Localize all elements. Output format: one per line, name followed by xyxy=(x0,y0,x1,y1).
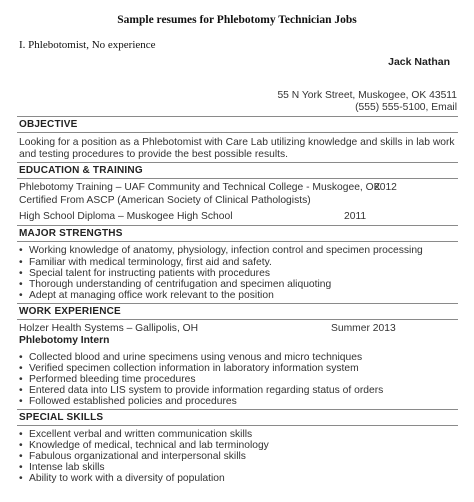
list-item: • Entered data into LIS system to provide information regarding status of orders xyxy=(19,385,384,396)
section-heading-experience: WORK EXPERIENCE xyxy=(19,306,121,317)
list-item: • Knowledge of medical, technical and lab terminology xyxy=(19,440,269,451)
section-heading-skills: SPECIAL SKILLS xyxy=(19,412,104,423)
section-heading-objective: OBJECTIVE xyxy=(19,119,78,130)
section-divider xyxy=(17,241,458,242)
list-item: • Adept at managing office work relevant to the position xyxy=(19,290,274,301)
employer: Holzer Health Systems – Gallipolis, OH xyxy=(19,323,199,334)
job-role: Phlebotomy Intern xyxy=(19,335,110,346)
education-entry: High School Diploma – Muskogee High School xyxy=(19,211,233,222)
document-subtitle: I. Phlebotomist, No experience xyxy=(19,39,156,51)
list-item: • Special talent for instructing patients with procedures xyxy=(19,268,270,279)
list-item: • Working knowledge of anatomy, physiology, infection control and specimen processing xyxy=(19,245,423,256)
section-divider xyxy=(17,319,458,320)
section-divider xyxy=(17,425,458,426)
section-divider xyxy=(17,162,458,163)
applicant-contact: (555) 555-5100, Email xyxy=(355,102,457,113)
education-year: 2012 xyxy=(374,182,397,193)
education-entry: Phlebotomy Training – UAF Community and Technical College - Muskogee, OK xyxy=(19,182,381,193)
employment-period: Summer 2013 xyxy=(331,323,396,334)
section-heading-strengths: MAJOR STRENGTHS xyxy=(19,228,123,239)
objective-line: Looking for a position as a Phlebotomist with Care Lab utilizing knowledge and skills in lab work xyxy=(19,137,455,148)
education-entry: Certified From ASCP (American Society of Clinical Pathologists) xyxy=(19,195,311,206)
document-title: Sample resumes for Phlebotomy Technician Jobs xyxy=(117,14,357,26)
list-item: • Performed bleeding time procedures xyxy=(19,374,196,385)
list-item: • Excellent verbal and written communication skills xyxy=(19,429,253,440)
list-item: • Ability to work with a diversity of population xyxy=(19,473,225,484)
list-item: • Thorough understanding of centrifugation and specimen aliquoting xyxy=(19,279,332,290)
applicant-address: 55 N York Street, Muskogee, OK 43511 xyxy=(277,90,457,101)
section-divider xyxy=(17,178,458,179)
section-divider xyxy=(17,132,458,133)
list-item: • Fabulous organizational and interpersonal skills xyxy=(19,451,246,462)
section-divider xyxy=(17,303,458,304)
list-item: • Verified specimen collection information in laboratory information system xyxy=(19,363,359,374)
education-year: 2011 xyxy=(344,211,367,222)
section-divider xyxy=(17,116,458,117)
list-item: • Familiar with medical terminology, first aid and safety. xyxy=(19,257,272,268)
applicant-name: Jack Nathan xyxy=(388,56,450,68)
section-divider xyxy=(17,225,458,226)
list-item: • Collected blood and urine specimens using venous and micro techniques xyxy=(19,352,363,363)
section-heading-education: EDUCATION & TRAINING xyxy=(19,165,143,176)
list-item: • Intense lab skills xyxy=(19,462,105,473)
section-divider xyxy=(17,409,458,410)
objective-line: and testing procedures to provide the best possible results. xyxy=(19,149,289,160)
list-item: • Followed established policies and procedures xyxy=(19,396,237,407)
